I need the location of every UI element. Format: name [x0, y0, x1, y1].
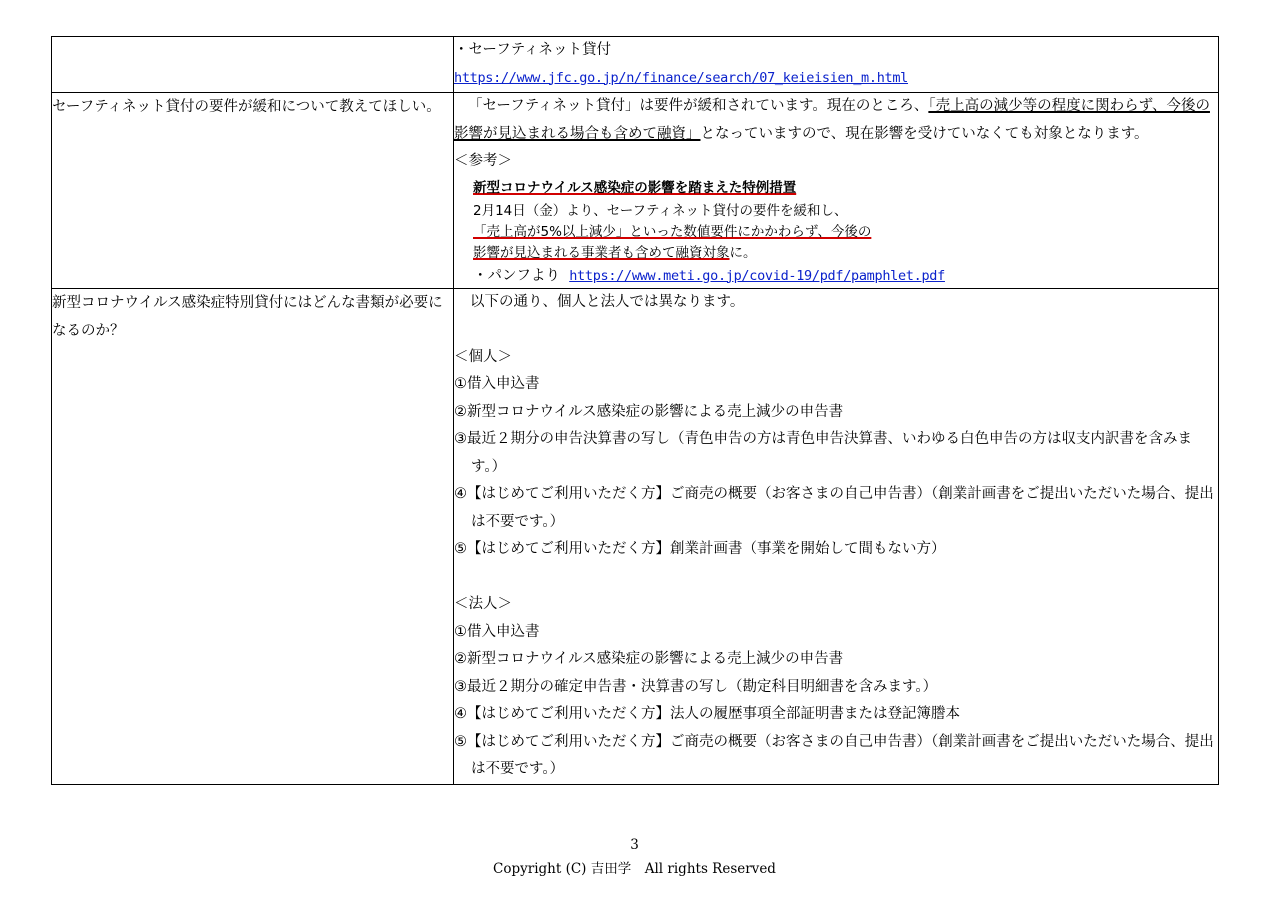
reference-box	[454, 176, 1218, 264]
table-row	[52, 93, 1219, 289]
answer-cell	[454, 288, 1219, 784]
reference-title: 新型コロナウイルス感染症の影響を踏まえた特例措置	[473, 179, 797, 196]
copyright-notice: Copyright (C) 吉田学 All rights Reserved	[493, 861, 776, 877]
reference-line: 2月14日（金）より、セーフティネット貸付の要件を緩和し、	[473, 202, 848, 219]
reference-line: 「売上高が5%以上減少」といった数値要件にかかわらず、今後の	[473, 223, 872, 240]
question-cell	[52, 37, 454, 93]
answer-title: ・セーフティネット貸付	[454, 42, 612, 58]
list-item: ③最近２期分の申告決算書の写し（青色申告の方は青色申告決算書、いわゆる白色申告の方は収支内訳書を含みます。）	[454, 431, 1192, 475]
reference-label: ＜参考＞	[454, 153, 512, 169]
list-item: ⑤【はじめてご利用いただく方】創業計画書（事業を開始して間もない方）	[454, 541, 946, 557]
faq-table	[51, 36, 1219, 785]
list-item: ④【はじめてご利用いただく方】ご商売の概要（お客さまの自己申告書）（創業計画書をご提出いただいた場合、提出は不要です。）	[454, 486, 1214, 530]
question-text: 新型コロナウイルス感染症特別貸付にはどんな書類が必要になるのか？	[52, 294, 443, 339]
intro-text: 以下の通り、個人と法人では異なります。	[470, 293, 745, 310]
corporate-heading: ＜法人＞	[454, 596, 512, 612]
answer-cell	[454, 93, 1219, 289]
list-item: ①借入申込書	[454, 623, 540, 640]
list-item: ④【はじめてご利用いただく方】法人の履歴事項全部証明書または登記簿謄本	[454, 706, 960, 722]
list-item: ①借入申込書	[454, 376, 540, 392]
answer-paragraph: 「セーフティネット貸付」は要件が緩和されています。現在のところ、「売上高の減少等の程度に関わらず、今後の影響が見込まれる場合も含めて融資」となっていますので、現在影響を受けていなくても対象となります。	[454, 98, 1210, 142]
reference-line: 影響が見込まれる事業者も含めて融資対象に。	[473, 244, 757, 261]
answer-cell	[454, 37, 1219, 93]
question-cell	[52, 288, 454, 784]
list-item: ②新型コロナウイルス感染症の影響による売上減少の申告書	[454, 403, 844, 420]
meti-link[interactable]: https://www.meti.go.jp/covid-19/pdf/pamphlet.pdf	[569, 267, 945, 284]
table-row	[52, 288, 1219, 784]
list-item: ⑤【はじめてご利用いただく方】ご商売の概要（お客さまの自己申告書）（創業計画書をご提出いただいた場合、提出は不要です。）	[454, 733, 1214, 777]
pamphlet-line: ・パンフより https://www.meti.go.jp/covid-19/pdf/pamphlet.pdf	[473, 267, 945, 284]
question-text: セーフティネット貸付の要件が緩和について教えてほしい。	[52, 99, 441, 115]
jfc-link[interactable]: https://www.jfc.go.jp/n/finance/search/07_keieisien_m.html	[454, 69, 909, 86]
list-item: ③最近２期分の確定申告書・決算書の写し（勘定科目明細書を含みます。）	[454, 678, 938, 695]
key-condition: 「売上高の減少等の程度に関わらず、今後の影響が見込まれる場合も含めて融資」	[454, 98, 1210, 142]
page-number: 3	[630, 837, 639, 853]
table-row	[52, 37, 1219, 93]
list-item: ②新型コロナウイルス感染症の影響による売上減少の申告書	[454, 651, 844, 667]
individual-heading: ＜個人＞	[454, 348, 512, 365]
question-cell	[52, 93, 454, 289]
